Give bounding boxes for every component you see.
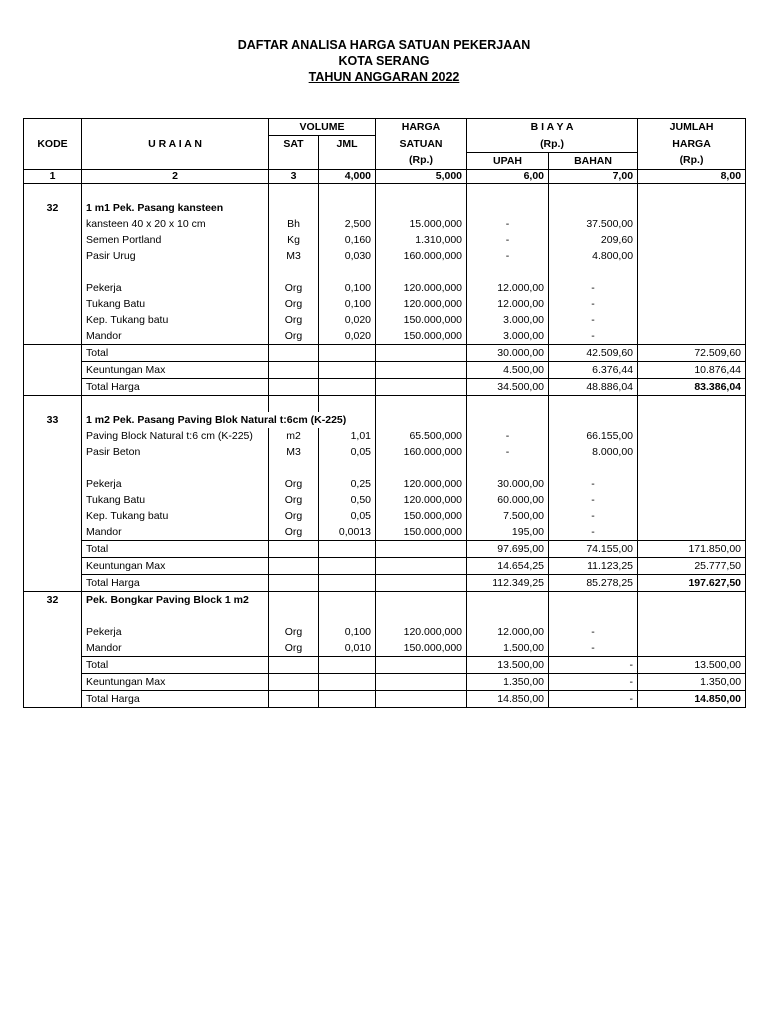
item-harga: 1.310,000 — [376, 232, 467, 248]
item-upah: 195,00 — [467, 524, 549, 541]
item-jml: 0,100 — [319, 624, 376, 640]
item-name: Pekerja — [82, 476, 269, 492]
header-jml: JML — [319, 136, 376, 153]
col-num: 6,00 — [467, 169, 549, 183]
item-upah: - — [467, 216, 549, 232]
item-sat: Org — [269, 624, 319, 640]
item-jml: 0,100 — [319, 296, 376, 312]
header-volume: VOLUME — [269, 119, 376, 136]
column-numbering-row — [24, 169, 746, 183]
item-upah: 12.000,00 — [467, 624, 549, 640]
item-jml: 0,020 — [319, 328, 376, 345]
item-upah: - — [467, 248, 549, 264]
col-num: 5,000 — [376, 169, 467, 183]
table-row — [24, 312, 746, 328]
item-upah: 30.000,00 — [467, 476, 549, 492]
item-sat: Org — [269, 508, 319, 524]
item-name: Semen Portland — [82, 232, 269, 248]
item-name: Kep. Tukang batu — [82, 508, 269, 524]
section-kode: 32 — [24, 200, 82, 216]
item-sat: Org — [269, 492, 319, 508]
header-uraian: U R A I A N — [82, 136, 269, 153]
total-bahan: 42.509,60 — [549, 344, 638, 361]
item-jml: 0,05 — [319, 444, 376, 460]
total-jumlah: 10.876,44 — [638, 361, 746, 378]
item-harga: 150.000,000 — [376, 508, 467, 524]
total-upah: 4.500,00 — [467, 361, 549, 378]
keuntungan-row — [24, 361, 746, 378]
header-biaya: B I A Y A — [467, 119, 638, 136]
section-title: Pek. Bongkar Paving Block 1 m2 — [82, 591, 269, 608]
item-upah: 12.000,00 — [467, 296, 549, 312]
item-upah: 60.000,00 — [467, 492, 549, 508]
item-name: Kep. Tukang batu — [82, 312, 269, 328]
item-name: Tukang Batu — [82, 296, 269, 312]
item-jml: 0,50 — [319, 492, 376, 508]
item-jml: 2,500 — [319, 216, 376, 232]
total-bahan: 6.376,44 — [549, 361, 638, 378]
table-row — [24, 280, 746, 296]
header-jumlah-rp: (Rp.) — [638, 152, 746, 169]
item-name: Tukang Batu — [82, 492, 269, 508]
header-biaya-rp: (Rp.) — [467, 136, 638, 153]
item-bahan: - — [549, 492, 638, 508]
table-row — [24, 428, 746, 444]
item-bahan: - — [549, 624, 638, 640]
header-bahan: BAHAN — [549, 152, 638, 169]
total-label: Total — [82, 656, 269, 673]
item-jml: 1,01 — [319, 428, 376, 444]
item-upah: - — [467, 428, 549, 444]
item-sat: Kg — [269, 232, 319, 248]
total-label: Total Harga — [82, 690, 269, 707]
table-row — [24, 248, 746, 264]
item-upah: 7.500,00 — [467, 508, 549, 524]
item-jml: 0,100 — [319, 280, 376, 296]
item-jml: 0,010 — [319, 640, 376, 657]
item-bahan: - — [549, 328, 638, 345]
header-upah: UPAH — [467, 152, 549, 169]
section-header-row — [24, 412, 746, 428]
item-sat: m2 — [269, 428, 319, 444]
item-harga: 15.000,000 — [376, 216, 467, 232]
item-name: Pekerja — [82, 280, 269, 296]
total-bahan: - — [549, 690, 638, 707]
total-label: Total Harga — [82, 574, 269, 591]
total-label: Keuntungan Max — [82, 673, 269, 690]
item-harga: 65.500,000 — [376, 428, 467, 444]
table-row — [24, 640, 746, 657]
table-row — [24, 492, 746, 508]
item-sat: Org — [269, 524, 319, 541]
col-num: 4,000 — [319, 169, 376, 183]
title-line-2: KOTA SERANG — [338, 54, 430, 68]
item-upah: - — [467, 444, 549, 460]
total-upah: 1.350,00 — [467, 673, 549, 690]
header-harga: HARGA — [376, 119, 467, 136]
item-harga: 120.000,000 — [376, 296, 467, 312]
item-upah: - — [467, 232, 549, 248]
total-label: Keuntungan Max — [82, 361, 269, 378]
table-row — [24, 624, 746, 640]
header-kode: KODE — [24, 136, 82, 153]
total-upah: 13.500,00 — [467, 656, 549, 673]
table-row — [24, 508, 746, 524]
item-sat: Bh — [269, 216, 319, 232]
table-row — [24, 328, 746, 345]
item-bahan: 4.800,00 — [549, 248, 638, 264]
total-label: Total — [82, 344, 269, 361]
item-harga: 160.000,000 — [376, 444, 467, 460]
total-bahan: - — [549, 656, 638, 673]
section-kode: 32 — [24, 591, 82, 608]
table-row — [24, 444, 746, 460]
total-bahan: - — [549, 673, 638, 690]
total-bahan: 85.278,25 — [549, 574, 638, 591]
total-row — [24, 656, 746, 673]
col-num: 8,00 — [638, 169, 746, 183]
table-row — [24, 524, 746, 541]
header-sat: SAT — [269, 136, 319, 153]
total-upah: 14.850,00 — [467, 690, 549, 707]
table-row — [24, 296, 746, 312]
header-harga-rp: (Rp.) — [376, 152, 467, 169]
item-jml: 0,030 — [319, 248, 376, 264]
item-sat: Org — [269, 296, 319, 312]
item-name: Mandor — [82, 640, 269, 657]
item-bahan: 8.000,00 — [549, 444, 638, 460]
item-harga: 150.000,000 — [376, 640, 467, 657]
item-bahan: - — [549, 476, 638, 492]
item-sat: M3 — [269, 444, 319, 460]
item-sat: Org — [269, 312, 319, 328]
item-sat: M3 — [269, 248, 319, 264]
item-harga: 120.000,000 — [376, 280, 467, 296]
total-jumlah: 72.509,60 — [638, 344, 746, 361]
item-harga: 120.000,000 — [376, 476, 467, 492]
total-label: Total Harga — [82, 378, 269, 395]
item-harga: 150.000,000 — [376, 328, 467, 345]
total-jumlah: 1.350,00 — [638, 673, 746, 690]
total-upah: 14.654,25 — [467, 557, 549, 574]
title-line-1: DAFTAR ANALISA HARGA SATUAN PEKERJAAN — [237, 38, 531, 52]
total-upah: 112.349,25 — [467, 574, 549, 591]
item-sat: Org — [269, 328, 319, 345]
item-harga: 150.000,000 — [376, 524, 467, 541]
section-header-row — [24, 591, 746, 608]
item-name: Pasir Urug — [82, 248, 269, 264]
title-line-3: TAHUN ANGGARAN 2022 — [308, 70, 460, 84]
item-name: kansteen 40 x 20 x 10 cm — [82, 216, 269, 232]
header-jumlah: JUMLAH — [638, 119, 746, 136]
total-row — [24, 344, 746, 361]
item-harga: 160.000,000 — [376, 248, 467, 264]
col-num: 7,00 — [549, 169, 638, 183]
table-row — [24, 476, 746, 492]
item-harga: 150.000,000 — [376, 312, 467, 328]
total-upah: 34.500,00 — [467, 378, 549, 395]
total-jumlah: 171.850,00 — [638, 540, 746, 557]
item-bahan: - — [549, 640, 638, 657]
item-jml: 0,25 — [319, 476, 376, 492]
section-title: 1 m1 Pek. Pasang kansteen — [82, 200, 269, 216]
total-harga-row — [24, 690, 746, 707]
item-upah: 12.000,00 — [467, 280, 549, 296]
total-jumlah: 197.627,50 — [638, 574, 746, 591]
col-num: 2 — [82, 169, 269, 183]
document-title — [0, 37, 768, 85]
total-row — [24, 540, 746, 557]
total-jumlah: 25.777,50 — [638, 557, 746, 574]
table-row — [24, 232, 746, 248]
total-harga-row — [24, 378, 746, 395]
item-bahan: 37.500,00 — [549, 216, 638, 232]
item-bahan: 209,60 — [549, 232, 638, 248]
total-upah: 97.695,00 — [467, 540, 549, 557]
item-name: Pekerja — [82, 624, 269, 640]
section-header-row — [24, 200, 746, 216]
item-bahan: - — [549, 280, 638, 296]
item-upah: 3.000,00 — [467, 312, 549, 328]
col-num: 3 — [269, 169, 319, 183]
item-bahan: - — [549, 508, 638, 524]
item-sat: Org — [269, 640, 319, 657]
total-bahan: 48.886,04 — [549, 378, 638, 395]
total-harga-row — [24, 574, 746, 591]
total-jumlah: 13.500,00 — [638, 656, 746, 673]
item-name: Mandor — [82, 524, 269, 541]
table-header — [24, 119, 746, 184]
keuntungan-row — [24, 673, 746, 690]
item-upah: 1.500,00 — [467, 640, 549, 657]
item-jml: 0,0013 — [319, 524, 376, 541]
item-harga: 120.000,000 — [376, 492, 467, 508]
section-kode: 33 — [24, 412, 82, 428]
total-jumlah: 83.386,04 — [638, 378, 746, 395]
item-bahan: - — [549, 296, 638, 312]
item-jml: 0,160 — [319, 232, 376, 248]
section-title: 1 m2 Pek. Pasang Paving Blok Natural t:6cm (K-225) — [82, 412, 376, 428]
item-bahan: - — [549, 524, 638, 541]
item-bahan: 66.155,00 — [549, 428, 638, 444]
item-upah: 3.000,00 — [467, 328, 549, 345]
header-satuan: SATUAN — [376, 136, 467, 153]
total-jumlah: 14.850,00 — [638, 690, 746, 707]
item-harga: 120.000,000 — [376, 624, 467, 640]
total-bahan: 11.123,25 — [549, 557, 638, 574]
total-upah: 30.000,00 — [467, 344, 549, 361]
item-sat: Org — [269, 280, 319, 296]
item-sat: Org — [269, 476, 319, 492]
item-jml: 0,05 — [319, 508, 376, 524]
header-harga2: HARGA — [638, 136, 746, 153]
item-name: Pasir Beton — [82, 444, 269, 460]
total-bahan: 74.155,00 — [549, 540, 638, 557]
table-row — [24, 216, 746, 232]
item-jml: 0,020 — [319, 312, 376, 328]
total-label: Total — [82, 540, 269, 557]
table-body — [24, 183, 746, 707]
item-name: Paving Block Natural t:6 cm (K-225) — [82, 428, 269, 444]
keuntungan-row — [24, 557, 746, 574]
total-label: Keuntungan Max — [82, 557, 269, 574]
col-num: 1 — [24, 169, 82, 183]
analysis-table — [23, 118, 746, 708]
item-name: Mandor — [82, 328, 269, 345]
item-bahan: - — [549, 312, 638, 328]
